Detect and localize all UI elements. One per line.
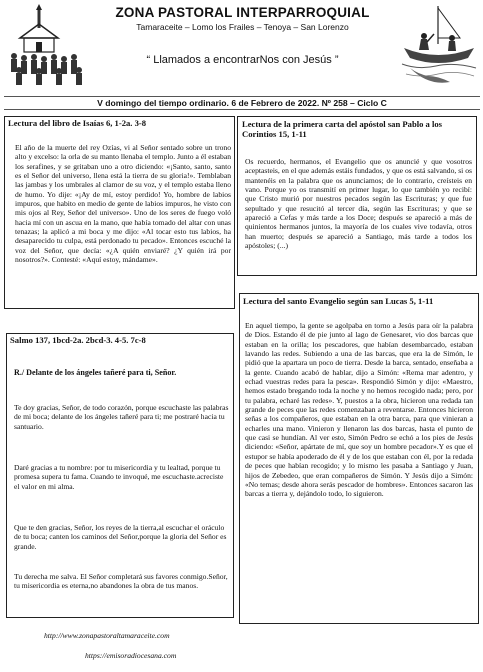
liturgy-info-bar: V domingo del tiempo ordinario. 6 de Febrero de 2022. Nº 258 – Ciclo C	[4, 96, 480, 110]
psalm-box	[6, 333, 234, 618]
psalm-stanza: Te doy gracias, Señor, de todo corazón, porque escuchaste las palabras de mi boca; delante de los ángeles tañeré para ti; me postraré hacia tu santuario.	[14, 403, 229, 431]
psalm-stanza: Daré gracias a tu nombre: por tu misericordia y tu lealtad, porque tu promesa supera tu fama. Cuando te invoqué, me escuchaste.acreciste el valor en mi alma.	[14, 463, 224, 491]
zone-website-link[interactable]: http://www.zonapastoraltamaraceite.com	[44, 631, 170, 640]
gospel-title: Lectura del santo Evangelio según san Lucas 5, 1-11	[243, 296, 434, 306]
first-reading-box	[4, 116, 235, 309]
fishermen-illustration	[398, 4, 478, 88]
psalm-stanza: Tu derecha me salva. El Señor completará sus favores conmigo.Señor, tu misericordia es eterna,no abandones la obra de tus manos.	[14, 572, 228, 591]
second-reading-box	[237, 116, 477, 276]
first-reading-text: El año de la muerte del rey Ozías, vi al Señor sentado sobre un trono alto y excelso: la orla de su manto llenaba el templo. Junto a él estaban los serafines, y se gritaban uno a otro diciendo: «¡Santo, santo, santo es el Señor del universo, llena está la tierra de su gloria!». Temblaban las jambas y los umbrales al clamor de su voz, y el templo estaba lleno de humo. Yo dije: «¡Ay de mí, estoy perdido! Yo, hombre de labios impuros, que habito en medio de gente de labios impuros, he visto con mis ojos al Rey, Señor del universo». Uno de los seres de fuego voló hacia mí con un ascua en la mano, que había tomado del altar con unas tenazas; la aplicó a mi boca y me dijo: «Al tocar esto tus labios, ha desaparecido tu culpa, está perdonado tu pecado». Entonces escuché la voz del Señor, que decía: «¿A quién enviaré? ¿Y quién irá por nosotros?». Contesté: «Aquí estoy, mándame».	[15, 143, 231, 265]
psalm-response: R./ Delante de los ángeles tañeré para ti, Señor.	[14, 368, 177, 377]
psalm-title: Salmo 137, 1bcd-2a. 2bcd-3. 4-5. 7c-8	[10, 335, 146, 345]
second-reading-text: Os recuerdo, hermanos, el Evangelio que os anuncié y que vosotros aceptasteis, en el que además estáis fundados, y que os está salvando, si os mantenéis en la palabra que os anunciamos; de lo contrario, creísteis en vano. Porque yo os transmití en primer lugar, lo que también yo recibí: que Cristo murió por nuestros pecados según las Escrituras; y que fue sepultado y que resucitó al tercer día, según las Escrituras; y que se apareció a Cefas y más tarde a los Doce; después se apareció a más de quinientos hermanos juntos, la mayoría de los cuales vive todavía, otros han muerto; después se apareció a Santiago, más tarde a todos los apóstoles; (...)	[245, 157, 472, 251]
radio-website-link[interactable]: https://emisoradiocesana.com	[85, 651, 177, 660]
gospel-text: En aquel tiempo, la gente se agolpaba en torno a Jesús para oír la palabra de Dios. Estando él de pie junto al lago de Genesaret, vio dos barcas que estaban en la orilla; los pescadores, que habían desembarcado, estaban lavando las redes. Subiendo a una de las barcas, que era la de Simón, le pidió que la apartara un poco de tierra. Desde la barca, sentado, enseñaba a la gente. Cuando acabó de hablar, dijo a Simón: «Rema mar adentro, y echad vuestras redes para la pesca». Respondió Simón y dijo: «Maestro, hemos estado bregando toda la noche y no hemos recogido nada; pero, por tu palabra, echaré las redes». Y, puestos a la obra, hicieron una redada tan grande de peces que las redes comenzaban a reventarse. Entonces hicieron señas a los compañeros, que estaban en la otra barca, para que vinieran a echarles una mano. Vinieron y llenaron las dos barcas, hasta el punto de que casi se hundían. Al ver esto, Simón Pedro se echó a los pies de Jesús diciendo: «Señor, apártate de mí, que soy un hombre pecador».Y es que el estupor se había apoderado de él y de los que estaban con él, por la redada de peces que habían recogido; y lo mismo les pasaba a Santiago y Juan, hijos de Zebedeo, que eran compañeros de Simón. Y Jesús dijo a Simón: «No temas; desde ahora serás pescador de hombres». Entonces sacaron las barcas a tierra y, dejándolo todo, lo siguieron.	[245, 321, 473, 499]
parish-logo	[6, 4, 86, 88]
zone-title: ZONA PASTORAL INTERPARROQUIAL	[115, 5, 370, 20]
gospel-box	[239, 293, 479, 624]
psalm-stanza: Que te den gracias, Señor, los reyes de la tierra,al escuchar el oráculo de tu boca; canten los caminos del Señor,porque la gloria del Señor es grande.	[14, 523, 227, 551]
parish-list: Tamaraceite – Lomo los Frailes – Tenoya – San Lorenzo	[136, 22, 349, 32]
slogan: “ Llamados a encontrarNos con Jesús ”	[146, 54, 339, 66]
second-reading-title: Lectura de la primera carta del apóstol san Pablo a los Corintios 15, 1-11	[242, 119, 443, 139]
first-reading-title: Lectura del libro de Isaías 6, 1-2a. 3-8	[8, 118, 147, 128]
